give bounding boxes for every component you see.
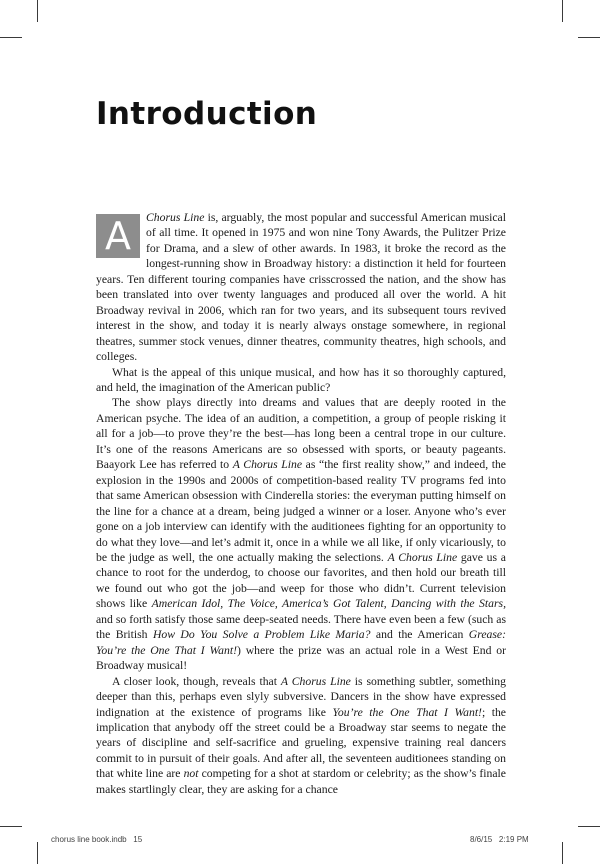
italic-title: A Chorus Line [280, 674, 351, 688]
text-run: A closer look, though, reveals that [112, 674, 281, 688]
italic-title: A Chorus Line [232, 458, 303, 472]
italic-title: You’re the One That I Want! [332, 705, 482, 719]
chapter-body [96, 210, 506, 797]
paragraph-content [96, 396, 506, 672]
crop-mark [562, 0, 563, 22]
paragraph-2 [96, 365, 506, 396]
text-run: gave us a chance to root for the underdog, to choose our favorites, and then hold our breath till we found out who got the job—and weep for those who didn’t. Current television shows like [96, 550, 506, 611]
crop-mark [0, 37, 22, 38]
paragraph-content [96, 366, 506, 394]
italic-title: How Do You Solve a Problem Like Maria? [152, 628, 371, 642]
text-run: The show plays directly into dreams and values that are deeply rooted in the American psyche. The idea of an audition, a competition, a group of people risking it all for a job—to prove they’re the best—has long been a central trope in our culture. It’s one of the reasons Americans are so obsessed with sports, or beauty pageants. Baayork Lee has referred to [96, 396, 506, 472]
drop-cap: A [96, 214, 140, 258]
crop-mark [37, 0, 38, 22]
paragraph-3 [96, 395, 506, 673]
crop-mark [37, 842, 38, 864]
text-run: and the American [370, 628, 469, 642]
italic-title: Grease: You’re the One That I Want! [96, 628, 506, 657]
text-run: competing for a shot at stardom or celebrity; as the show’s finale makes startlingly clear, they are asking for a chance [96, 767, 506, 796]
paragraph-content [96, 211, 506, 363]
text-run: ; the implication that anybody off the street could be a Broadway star seems to negate the years of discipline and self-sacrifice and grueling, expensive training real dancers commit to in pursuit of their goals. And after all, the seventeen auditionees standing on that white line are [96, 705, 506, 781]
paragraph-content [96, 675, 506, 796]
text-run: ) where the prize was an actual role in a West End or Broadway musical! [96, 643, 506, 673]
paragraph-4 [96, 674, 506, 798]
text-run: What is the appeal of this unique musical, and how has it so thoroughly captured, and held, the imagination of the American public? [96, 365, 506, 394]
italic-title: A Chorus Line [387, 550, 458, 564]
slug-date-time: 8/6/15 2:19 PM [470, 835, 529, 844]
text-run: is something subtler, something deeper than this, perhaps even slyly subversive. Dancers in the show have expressed indignation at the existence of programs like [96, 674, 506, 719]
italic-title: not [183, 767, 199, 781]
crop-mark [578, 826, 600, 827]
crop-mark [578, 37, 600, 38]
text-run: and so forth satisfy those same deep-seated needs. There have even been a few (such as the British [96, 612, 506, 642]
text-run: as “the first reality show,” and indeed, the explosion in the 1990s and 2000s of competition-based reality TV programs fed into that same American obsession with Cinderella stories: the everyman putting himself on the line for a chance at a dream, being judged a winner or a loser. Anyone who’s ever gone on a job interview can identify with the auditionees fighting for an opportunity to do what they love—and let’s admit it, once in a while we all like, if only vicariously, to be the judge as well, the one actually making the selections. [96, 458, 506, 564]
chapter-heading: Introduction [96, 96, 318, 132]
paragraph-1 [96, 210, 506, 365]
crop-mark [562, 842, 563, 864]
crop-mark [0, 826, 22, 827]
italic-title: American Idol, The Voice, America’s Got Talent, Dancing with the Stars, [151, 597, 506, 611]
slug-file-info: chorus line book.indb 15 [51, 835, 143, 844]
italic-title: Chorus Line [146, 211, 205, 224]
text-run: is, arguably, the most popular and successful American musical of all time. It opened in 1975 and won nine Tony Awards, the Pulitzer Prize for Drama, and a slew of other awards. In 1983, it broke the record as the longest-running show in Broadway history: a distinction it held for fourteen years. Ten different touring companies have crisscrossed the nation, and the show has been translated into over twenty languages and produced all over the world. A hit Broadway revival in 2006, which ran for two years, and its subsequent tours revived interest in the show, and today it is nearly always onstage somewhere, in regional theatres, summer stock venues, dinner theatres, community theatres, high schools, and colleges. [96, 211, 506, 364]
